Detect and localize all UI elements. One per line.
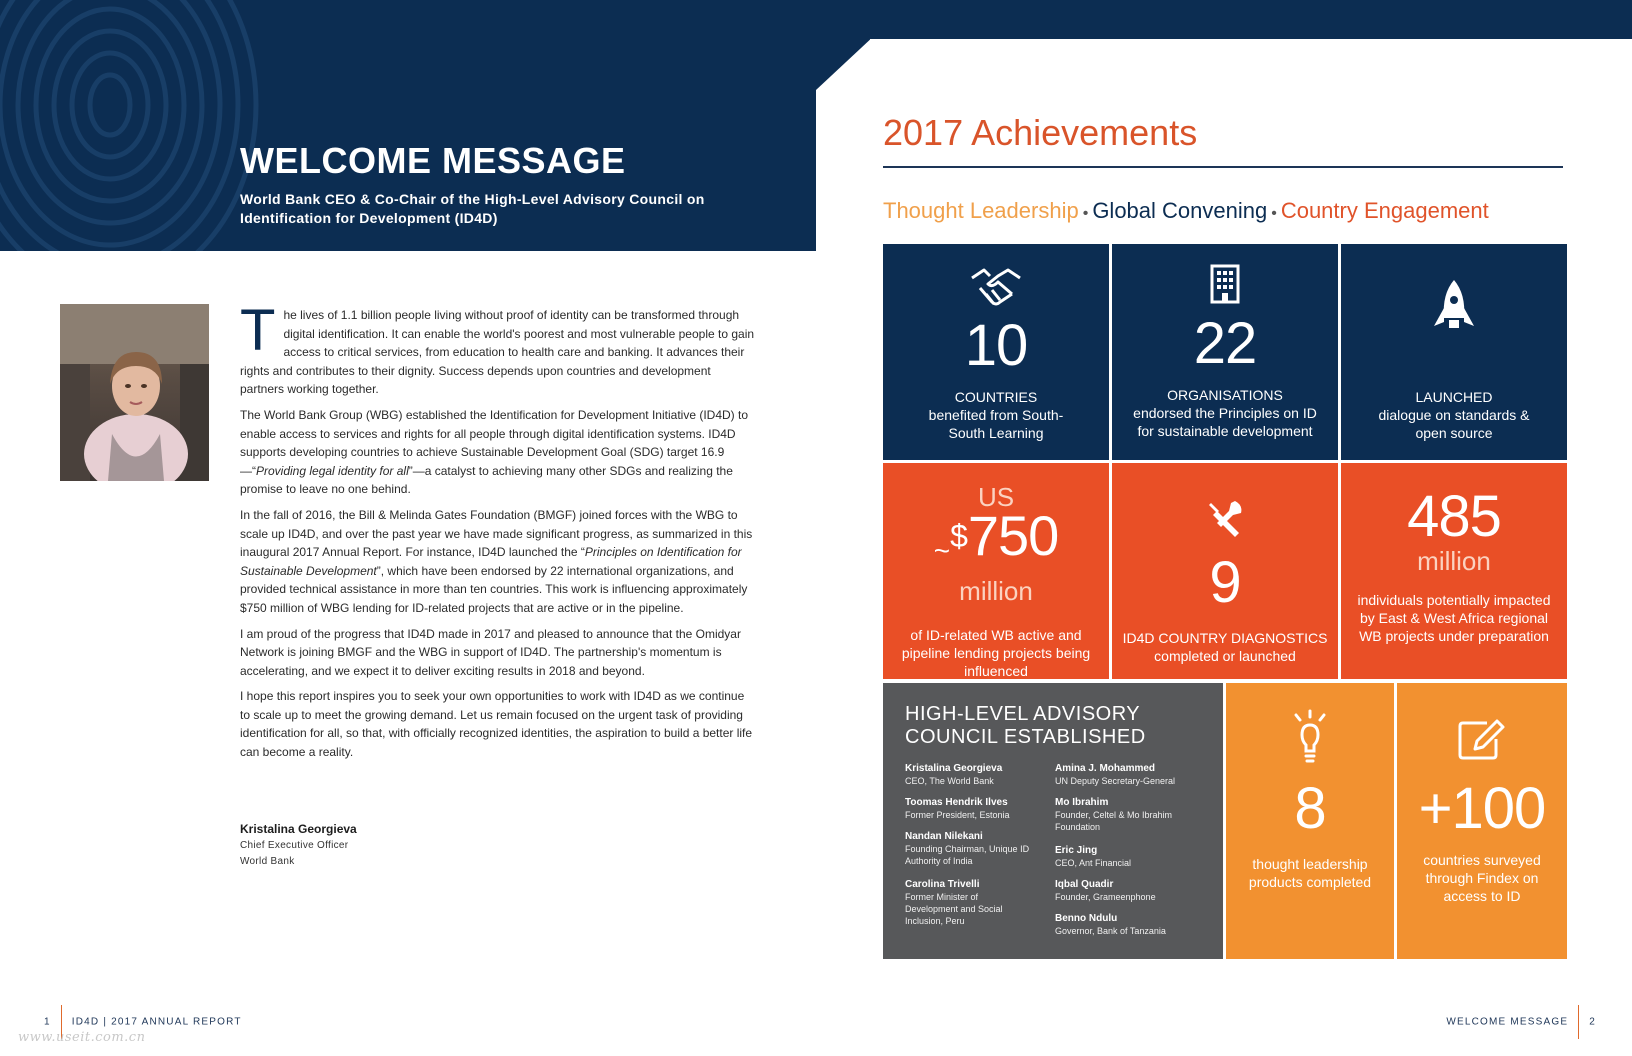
thought-number: 8 xyxy=(1294,776,1326,841)
launched-label: LAUNCHED xyxy=(1415,389,1493,405)
lightbulb-icon xyxy=(1290,709,1330,765)
welcome-header-band xyxy=(0,0,816,251)
rocket-icon xyxy=(1432,278,1476,344)
council-member xyxy=(1055,845,1205,869)
member-name: Nandan Nilekani xyxy=(905,831,983,842)
member-name: Kristalina Georgieva xyxy=(905,763,1003,774)
council-member xyxy=(905,797,1045,821)
tile-diagnostics xyxy=(1112,463,1338,679)
council-member xyxy=(1055,763,1205,787)
individuals-unit: million xyxy=(1417,546,1491,576)
signature-org: World Bank xyxy=(240,856,295,867)
paragraph-2-text-b: ”—a catalyst to achieving many other SDGs and realizing the promise to leave no one behind. xyxy=(240,463,733,497)
handshake-icon xyxy=(968,266,1024,312)
diagnostics-caption-b: completed or launched xyxy=(1154,648,1296,664)
tools-icon xyxy=(1205,499,1245,539)
member-role: Founder, Grameenphone xyxy=(1055,892,1156,902)
member-role: Governor, Bank of Tanzania xyxy=(1055,926,1166,936)
council-member xyxy=(1055,797,1195,833)
countries-label: COUNTRIES xyxy=(954,389,1038,405)
member-role: CEO, Ant Financial xyxy=(1055,858,1132,868)
council-title-line-1: HIGH-LEVEL ADVISORY xyxy=(905,703,1141,725)
lending-amount xyxy=(883,504,1109,576)
member-role: Founder, Celtel & Mo Ibrahim Foundation xyxy=(1055,810,1173,832)
tag-separator: • xyxy=(1082,205,1089,222)
page-subtitle: World Bank CEO & Co-Chair of the High-Level Advisory Council on Identification for Development (ID4D) xyxy=(240,191,705,226)
tile-individuals xyxy=(1341,463,1567,679)
tile-advisory-council xyxy=(883,683,1223,959)
signature-title: Chief Executive Officer xyxy=(240,840,349,851)
welcome-body xyxy=(240,298,756,769)
council-member xyxy=(905,831,1045,867)
paragraph-5: I hope this report inspires you to seek your own opportunities to work with ID4D as we continue to scale up to meet the growing demand. Let us remain focused on the urgent task of providing identification for all, so that, with officially recognized identities, the aspiration to build a better life can become a reality. xyxy=(240,689,753,760)
tile-organisations xyxy=(1112,244,1338,460)
member-role: Former President, Estonia xyxy=(905,810,1010,820)
paragraph-1-text: he lives of 1.1 billion people living without proof of identity can be transformed through digital identification. It can enable the world's poorest and most vulnerable people to gain access to critical services, from education to health care and banking. It advances their rights and contributes to their dignity. Success depends upon countries and development partners working together. xyxy=(240,308,755,397)
tile-thought-leadership xyxy=(1226,683,1394,959)
council-member xyxy=(1055,913,1215,937)
council-member xyxy=(905,763,1045,787)
edit-icon xyxy=(1457,717,1507,761)
council-member xyxy=(1055,879,1205,903)
footer-page-number-right: 2 xyxy=(1589,1016,1596,1028)
tag-thought-leadership: Thought Leadership xyxy=(883,198,1079,223)
lending-number: 750 xyxy=(967,504,1059,567)
paragraph-2 xyxy=(240,406,756,499)
header-notch xyxy=(816,0,870,90)
lending-tilde: ~ xyxy=(933,534,951,566)
organisations-caption: endorsed the Principles on ID for sustainable development xyxy=(1133,405,1317,439)
thought-caption: thought leadership products completed xyxy=(1248,856,1372,890)
tag-country-engagement: Country Engagement xyxy=(1280,198,1489,223)
achievements-title: 2017 Achievements xyxy=(883,112,1198,153)
member-role: Founding Chairman, Unique ID Authority of India xyxy=(905,844,1030,866)
lending-prefix: US xyxy=(977,482,1015,512)
fingerprint-icon xyxy=(0,0,260,251)
member-role: CEO, The World Bank xyxy=(905,776,994,786)
footer-report-title: ID4D | 2017 ANNUAL REPORT xyxy=(71,1016,242,1028)
member-name: Iqbal Quadir xyxy=(1055,879,1114,890)
dropcap: T xyxy=(240,298,276,363)
paragraph-4: I am proud of the progress that ID4D made in 2017 and pleased to announce that the Omidyar Network is joining BMGF and the WBG in support of ID4D. The partnership's momentum is accelerating, and we expect it to deliver exciting results in 2018 and beyond. xyxy=(240,626,741,678)
lending-dollar: $ xyxy=(950,518,968,554)
launched-caption: dialogue on standards & open source xyxy=(1378,407,1530,441)
surveyed-caption: countries surveyed through Findex on access to ID xyxy=(1423,852,1541,904)
organisations-number: 22 xyxy=(1193,311,1257,376)
member-role: Former Minister of Development and Social Inclusion, Peru xyxy=(905,892,1003,926)
paragraph-3 xyxy=(240,506,756,618)
individuals-caption: individuals potentially impacted by East & West Africa regional WB projects under preparation xyxy=(1357,592,1551,644)
paragraph-3-text-b: ”, which have been endorsed by 22 international organizations, and provided technical assistance in more than ten countries. This work is influencing approximately $750 million of WBG lending for ID-related projects that are active or in the pipeline. xyxy=(240,563,748,615)
council-title xyxy=(905,703,1146,749)
tile-surveyed xyxy=(1397,683,1567,959)
paragraph-2-text-a: The World Bank Group (WBG) established the Identification for Development Initiative (ID4D) to enable access to services and rights for all people through digital identification systems. ID4D supports developing countries to achieve Sustainable Development Goal (SDG) target 16.9—“ xyxy=(240,407,749,478)
portrait-photo xyxy=(60,304,209,481)
signature-name: Kristalina Georgieva xyxy=(240,822,357,836)
organisations-label: ORGANISATIONS xyxy=(1167,387,1283,403)
paragraph-3-emphasis: Principles on Identification for Sustainable Development xyxy=(240,545,742,578)
footer-rule xyxy=(1578,1005,1579,1039)
footer-page-number-left: 1 xyxy=(44,1016,51,1028)
countries-number: 10 xyxy=(964,313,1028,378)
title-rule xyxy=(883,166,1563,168)
member-name: Eric Jing xyxy=(1055,845,1098,856)
tile-lending xyxy=(883,463,1109,679)
member-name: Benno Ndulu xyxy=(1055,913,1118,924)
member-name: Amina J. Mohammed xyxy=(1055,763,1156,774)
tile-launched xyxy=(1341,244,1567,460)
countries-caption: benefited from South-South Learning xyxy=(928,407,1064,441)
lending-unit: million xyxy=(959,576,1033,606)
paragraph-3-text-a: In the fall of 2016, the Bill & Melinda Gates Foundation (BMGF) joined forces with the WBG to scale up ID4D, and over the past year we have made significant progress, as summarized in this inaugural 2017 Annual Report. For instance, ID4D launched the “ xyxy=(240,507,753,560)
member-name: Toomas Hendrik Ilves xyxy=(905,797,1008,808)
portrait-illustration xyxy=(60,304,209,481)
member-name: Carolina Trivelli xyxy=(905,879,980,890)
paragraph-1 xyxy=(240,298,756,399)
footer-section-title: WELCOME MESSAGE xyxy=(1446,1016,1569,1028)
member-name: Mo Ibrahim xyxy=(1055,797,1109,808)
paragraph-2-emphasis: Providing legal identity for all xyxy=(256,463,409,478)
diagnostics-caption-a: ID4D COUNTRY DIAGNOSTICS xyxy=(1122,630,1328,646)
tag-separator: • xyxy=(1271,205,1277,222)
page-title: WELCOME MESSAGE xyxy=(240,140,626,181)
individuals-number: 485 xyxy=(1407,484,1501,549)
tag-global-convening: Global Convening xyxy=(1092,198,1268,223)
watermark: www.useit.com.cn xyxy=(18,1030,146,1045)
diagnostics-number: 9 xyxy=(1209,550,1241,615)
tagline xyxy=(883,198,1489,224)
council-title-line-2: COUNCIL ESTABLISHED xyxy=(905,726,1146,748)
member-role: UN Deputy Secretary-General xyxy=(1055,776,1176,786)
footer-right xyxy=(1446,1005,1596,1039)
building-icon xyxy=(1210,264,1240,304)
council-member xyxy=(905,879,1025,927)
surveyed-number: +100 xyxy=(1418,776,1546,841)
lending-caption: of ID-related WB active and pipeline lending projects being influenced xyxy=(901,627,1091,679)
tile-countries xyxy=(883,244,1109,460)
